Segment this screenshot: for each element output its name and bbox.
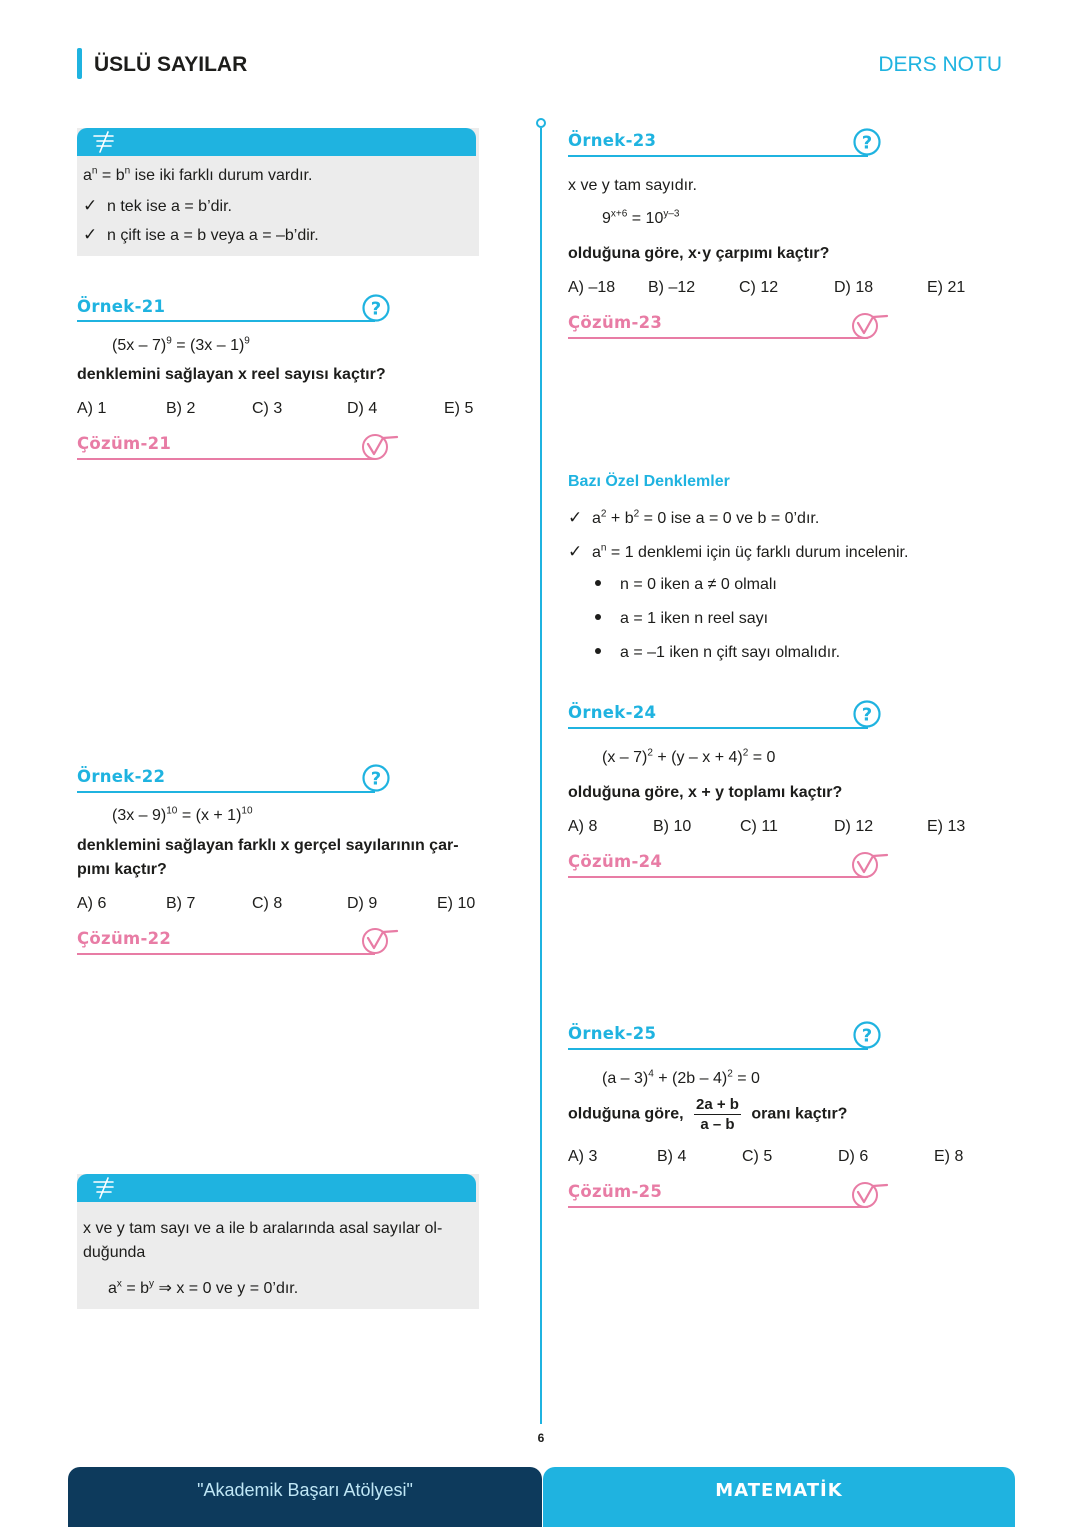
solution-underline xyxy=(77,953,375,955)
note-header xyxy=(77,128,476,156)
option-a: A) 6 xyxy=(77,895,107,912)
svg-text:?: ? xyxy=(370,768,382,790)
example-underline xyxy=(568,155,868,157)
question-text: denklemini sağlayan x reel sayısı kaçtır? xyxy=(77,366,386,383)
rule-subitem: n = 0 iken a ≠ 0 olmalı xyxy=(620,576,777,593)
solution-title: Çözüm-25 xyxy=(568,1182,663,1201)
check-icon: ✓ xyxy=(568,542,583,561)
rule-subitem: a = –1 iken n çift sayı olmalıdır. xyxy=(620,644,841,661)
equation: (a – 3)$^4$ + (2b – 4)$^2$ = 0 xyxy=(602,1068,760,1087)
solution-underline xyxy=(77,458,375,460)
option-d: D) 18 xyxy=(834,279,874,296)
svg-text:?: ? xyxy=(861,704,873,726)
equation: $(x - 7)^2 + (y - x + 4)^2 = 0$ xyxy=(602,747,776,766)
option-b: B) 7 xyxy=(166,895,196,912)
note-text: x ve y tam sayı ve a ile b aralarında asal sayılar ol- xyxy=(83,1220,443,1237)
option-d: D) 9 xyxy=(347,895,378,912)
option-b: B) 4 xyxy=(657,1148,687,1165)
page-number: 6 xyxy=(537,1431,545,1445)
note-text: duğunda xyxy=(83,1244,146,1261)
example-underline xyxy=(568,727,868,729)
fraction: $\frac{2a + b}{a - b}$ xyxy=(696,1096,739,1133)
question-icon xyxy=(362,764,390,792)
option-d: D) 4 xyxy=(347,400,378,417)
note-text: $a^n = b^n$ ise iki farklı durum vardır. xyxy=(83,165,313,184)
solution-underline xyxy=(568,876,868,878)
rule-subitem: a = 1 iken n reel sayı xyxy=(620,610,769,627)
question-text: olduğuna göre, x·y çarpımı kaçtır? xyxy=(568,245,830,262)
option-c: C) 5 xyxy=(742,1148,773,1165)
checkmark-icon xyxy=(361,926,399,954)
question-text: olduğuna göre, x + y toplamı kaçtır? xyxy=(568,784,843,801)
note-header xyxy=(77,1174,476,1202)
intro-text: x ve y tam sayıdır. xyxy=(568,177,697,194)
bullet-icon xyxy=(595,648,601,654)
example-underline xyxy=(568,1048,868,1050)
question-text: denklemini sağlayan farklı x gerçel sayılarının çar- xyxy=(77,837,459,854)
svg-text:?: ? xyxy=(861,132,873,154)
equation: $9^{x+6} = 10^{y-3}$ xyxy=(602,208,680,227)
option-b: B) –12 xyxy=(648,279,696,296)
section-heading: Bazı Özel Denklemler xyxy=(568,473,730,490)
option-c: C) 3 xyxy=(252,400,283,417)
option-e: E) 5 xyxy=(444,400,474,417)
example-underline xyxy=(77,320,375,322)
option-d: D) 6 xyxy=(838,1148,869,1165)
option-a: A) 3 xyxy=(568,1148,598,1165)
footer-subject: MATEMATİK xyxy=(715,1480,843,1501)
example-title: Örnek-21 xyxy=(77,297,166,316)
option-e: E) 13 xyxy=(927,818,966,835)
solution-underline xyxy=(568,337,868,339)
check-icon: ✓ xyxy=(83,225,98,244)
example-title: Örnek-25 xyxy=(568,1024,657,1043)
note-item: ✓ n çift ise a = b veya a = –b’dir. xyxy=(83,225,319,244)
svg-text:?: ? xyxy=(861,1025,873,1047)
checkmark-icon xyxy=(851,850,889,878)
option-e: E) 8 xyxy=(934,1148,964,1165)
example-title: Örnek-22 xyxy=(77,767,166,786)
page-title: ÜSLÜ SAYILAR xyxy=(94,53,248,76)
option-c: C) 12 xyxy=(739,279,779,296)
solution-title: Çözüm-21 xyxy=(77,434,172,453)
column-divider-dot xyxy=(536,118,546,128)
example-title: Örnek-24 xyxy=(568,703,657,722)
option-e: E) 21 xyxy=(927,279,966,296)
check-icon: ✓ xyxy=(83,196,98,215)
equation: $(3x - 9)^{10} = (x + 1)^{10}$ xyxy=(112,805,253,824)
header-accent-bar xyxy=(77,48,82,79)
column-divider xyxy=(540,128,542,1424)
option-b: B) 10 xyxy=(653,818,692,835)
note-icon xyxy=(91,131,117,153)
question-text: olduğuna göre, $\frac{2a + b}{a - b}$ oranı kaçtır? xyxy=(568,1096,848,1133)
header-label: DERS NOTU xyxy=(878,53,1002,76)
option-b: B) 2 xyxy=(166,400,196,417)
option-a: A) 8 xyxy=(568,818,598,835)
checkmark-icon xyxy=(851,1180,889,1208)
option-e: E) 10 xyxy=(437,895,476,912)
solution-underline xyxy=(568,1206,868,1208)
solution-title: Çözüm-24 xyxy=(568,852,663,871)
option-c: C) 8 xyxy=(252,895,283,912)
checkmark-icon xyxy=(851,311,889,339)
note-box-2 xyxy=(77,1174,479,1309)
equation: (5x – 7)$^9$ = (3x – 1)$^9$ xyxy=(112,335,250,354)
rule-item: ✓ $a^2 + b^2 = 0$ ise a = 0 ve b = 0’dır. xyxy=(568,508,820,527)
checkmark-icon xyxy=(361,432,399,460)
svg-text:?: ? xyxy=(370,298,382,320)
question-icon xyxy=(853,128,881,156)
check-icon: ✓ xyxy=(568,508,583,527)
note-equation: $a^x = b^y$ ⇒ x = 0 ve y = 0’dır. xyxy=(108,1278,299,1297)
option-c: C) 11 xyxy=(740,818,778,835)
solution-title: Çözüm-23 xyxy=(568,313,663,332)
question-icon xyxy=(362,294,390,322)
example-underline xyxy=(77,791,375,793)
question-text: pımı kaçtır? xyxy=(77,861,167,878)
bullet-icon xyxy=(595,580,601,586)
option-a: A) –18 xyxy=(568,279,616,296)
option-d: D) 12 xyxy=(834,818,874,835)
example-title: Örnek-23 xyxy=(568,131,657,150)
bullet-icon xyxy=(595,614,601,620)
note-box-1 xyxy=(77,128,479,256)
question-icon xyxy=(853,700,881,728)
question-icon xyxy=(853,1021,881,1049)
solution-title: Çözüm-22 xyxy=(77,929,172,948)
note-item: ✓ n tek ise a = b’dir. xyxy=(83,196,232,215)
option-a: A) 1 xyxy=(77,400,107,417)
footer-slogan: "Akademik Başarı Atölyesi" xyxy=(197,1480,413,1500)
note-icon xyxy=(91,1177,117,1199)
rule-item: ✓ $a^n = 1$ denklemi için üç farklı durum incelenir. xyxy=(568,542,909,561)
